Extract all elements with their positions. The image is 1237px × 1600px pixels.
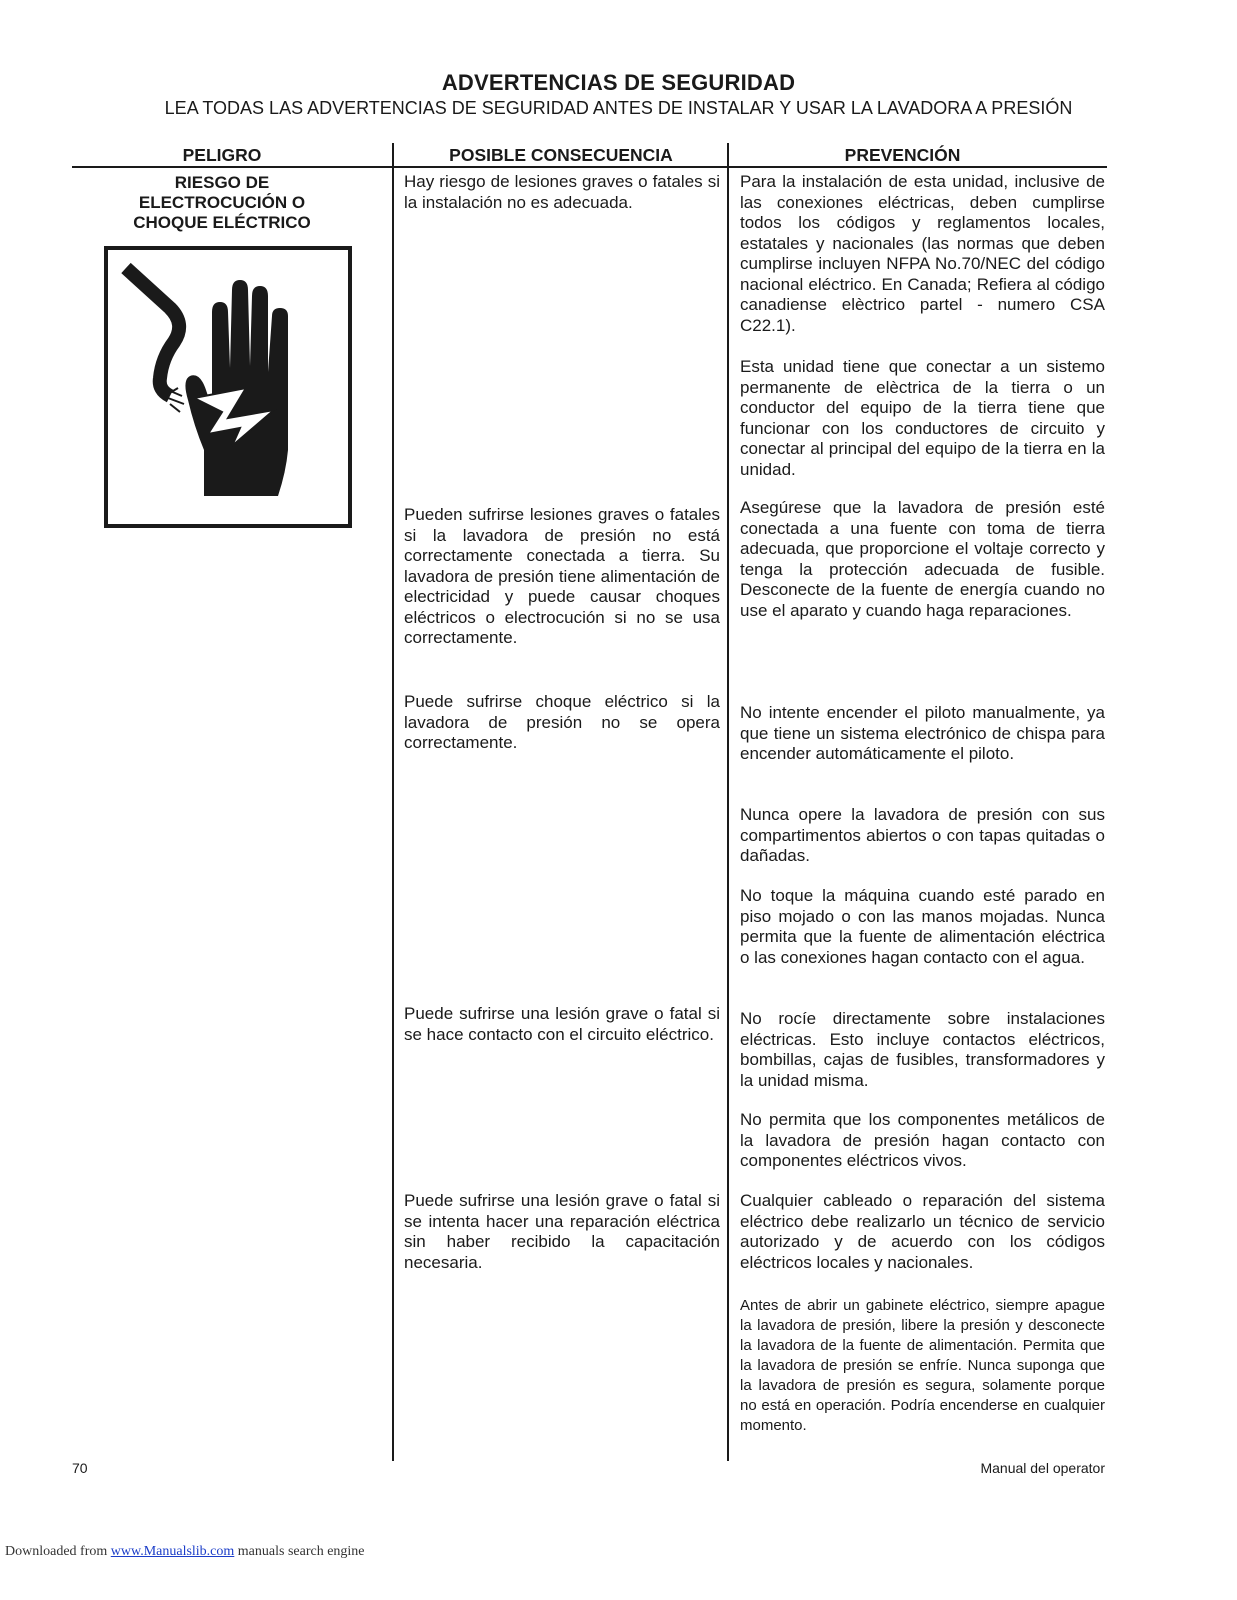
prevention-text: Cualquier cableado o reparación del sistema eléctrico debe realizarlo un técnico de servicio autorizado y de acuerdo con los códigos eléctricos locales y nacionales.	[740, 1191, 1105, 1272]
column-header-peligro: PELIGRO	[182, 145, 262, 165]
download-suffix: manuals search engine	[234, 1544, 365, 1559]
hazard-line: RIESGO DE	[174, 173, 270, 192]
column-divider-2	[727, 143, 729, 1461]
column-header-prevencion: PREVENCIÓN	[844, 145, 961, 165]
prevention-text: No permita que los componentes metálicos de la lavadora de presión hagan contacto con componentes eléctricos vivos.	[740, 1110, 1105, 1170]
column-divider-1	[392, 143, 394, 1461]
consequence-text: Puede sufrirse una lesión grave o fatal si se hace contacto con el circuito eléctrico.	[404, 1004, 720, 1044]
electric-shock-hand-icon	[104, 246, 352, 528]
prevention-text: Asegúrese que la lavadora de presión esté conectada a una fuente con toma de tierra adecuada, que proporcione el voltaje correcto y tenga la protección adecuada de fusible. Desconecte de la fuente de energía cuando no use el aparato y cuando haga reparaciones.	[740, 498, 1105, 620]
prevention-text: Esta unidad tiene que conectar a un sistemo permanente de elèctrica de la tierra o un conductor del equipo de la tierra tiene que funcionar con los conductores de circuito y conectar al principal del equipo de la tierra en la unidad.	[740, 357, 1105, 479]
consequence-text: Pueden sufrirse lesiones graves o fatales si la lavadora de presión no está correctamente conectada a tierra. Su lavadora de presión tiene alimentación de electricidad y puede causar choques eléctricos o electrocución si no se usa correctamente.	[404, 505, 720, 647]
prevention-text: Nunca opere la lavadora de presión con sus compartimentos abiertos o con tapas quitadas o dañadas.	[740, 805, 1105, 865]
page-number: 70	[72, 1460, 88, 1476]
download-prefix: Downloaded from	[5, 1544, 111, 1559]
prevention-text: No rocíe directamente sobre instalaciones eléctricas. Esto incluye contactos eléctricos, bombillas, cajas de fusibles, transformadores y la unidad misma.	[740, 1009, 1105, 1090]
table-top-rule	[72, 166, 1107, 168]
page-subtitle: LEA TODAS LAS ADVERTENCIAS DE SEGURIDAD ANTES DE INSTALAR Y USAR LA LAVADORA A PRESIÓN	[164, 98, 1073, 118]
prevention-text: No toque la máquina cuando esté parado en piso mojado o con las manos mojadas. Nunca permita que la fuente de alimentación eléctrica o las conexiones hagan contacto con el agua.	[740, 886, 1105, 967]
prevention-text: Antes de abrir un gabinete eléctrico, siempre apague la lavadora de presión, libere la presión y desconecte la lavadora de la fuente de alimentación. Permita que la lavadora de presión se enfríe. Nunca suponga que la lavadora de presión es segura, solamente porque no está en operación. Podría encenderse en cualquier momento.	[740, 1297, 1105, 1434]
hazard-line: CHOQUE ELÉCTRICO	[133, 213, 311, 232]
prevention-text: Para la instalación de esta unidad, inclusive de las conexiones eléctricas, deben cumplirse todos los códigos y reglamentos locales, estatales y nacionales (las normas que deben cumplirse incluyen NFPA No.70/NEC del código nacional eléctrico. En Canada; Refiera al código canadiense elèctrico partel - numero CSA C22.1).	[740, 172, 1105, 335]
consequence-text: Puede sufrirse choque eléctrico si la lavadora de presión no se opera correctamente.	[404, 692, 720, 752]
download-notice	[5, 1544, 365, 1560]
prevention-text: No intente encender el piloto manualmente, ya que tiene un sistema electrónico de chispa para encender automáticamente el piloto.	[740, 703, 1105, 763]
manualslib-link[interactable]: www.Manualslib.com	[110, 1544, 235, 1559]
page-title: ADVERTENCIAS DE SEGURIDAD	[441, 70, 796, 95]
hazard-name	[72, 173, 372, 233]
consequence-text: Puede sufrirse una lesión grave o fatal si se intenta hacer una reparación eléctrica sin haber recibido la capacitación necesaria.	[404, 1191, 720, 1272]
hazard-line: ELECTROCUCIÓN O	[138, 193, 306, 212]
manual-name: Manual del operator	[980, 1460, 1105, 1476]
column-header-consecuencia: POSIBLE CONSECUENCIA	[449, 145, 673, 165]
consequence-text: Hay riesgo de lesiones graves o fatales si la instalación no es adecuada.	[404, 172, 720, 212]
